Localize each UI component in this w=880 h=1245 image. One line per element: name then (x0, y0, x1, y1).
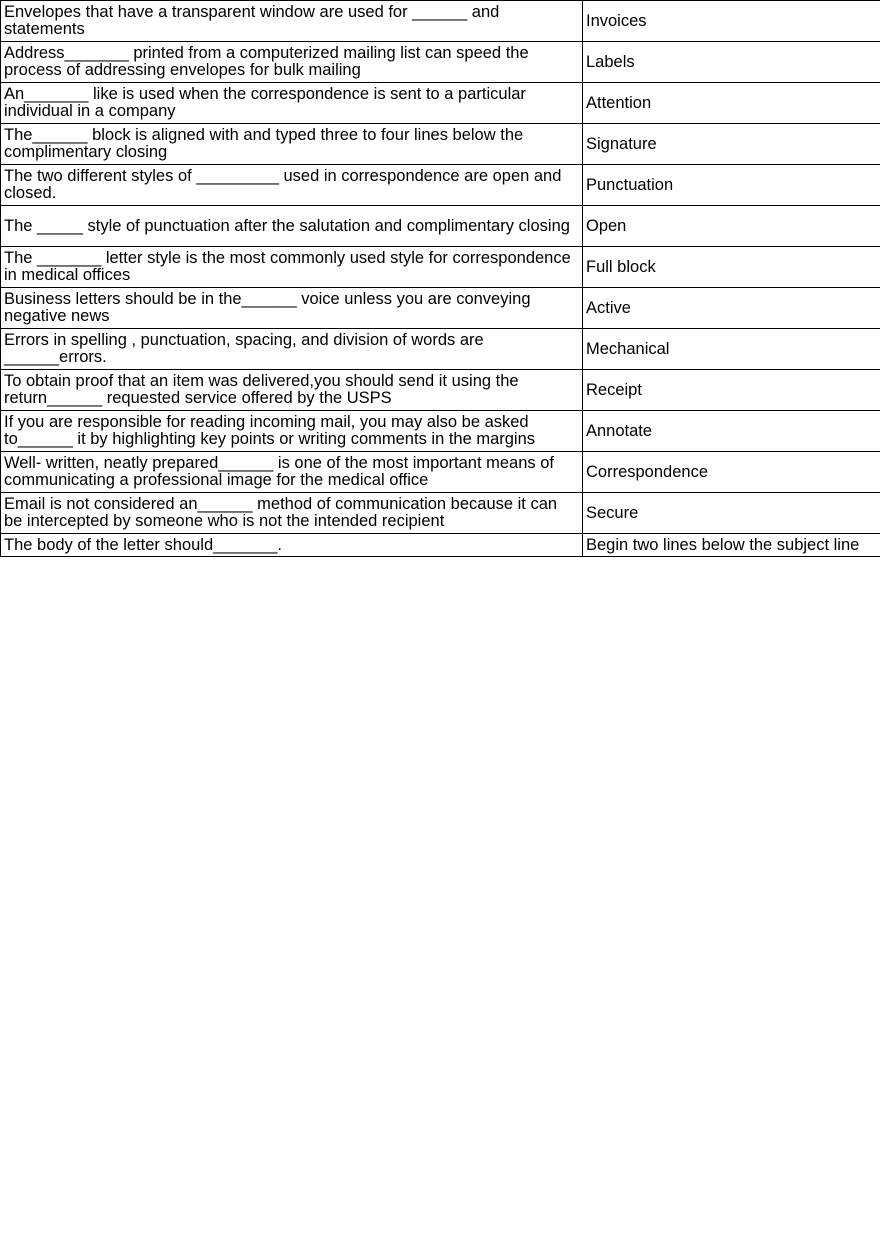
term-cell: Well- written, neatly prepared______ is one of the most important means of communicating a professional image for the medical office (1, 452, 583, 493)
term-cell: Envelopes that have a transparent window are used for ______ and statements (1, 1, 583, 42)
table-row (1, 83, 880, 124)
table-row (1, 452, 880, 493)
term-cell: The body of the letter should_______. (1, 534, 583, 557)
definition-cell: Open (583, 206, 880, 247)
definition-cell: Annotate (583, 411, 880, 452)
definition-cell: Labels (583, 42, 880, 83)
definition-cell: Secure (583, 493, 880, 534)
table-row (1, 206, 880, 247)
table-row (1, 247, 880, 288)
term-cell: Email is not considered an______ method of communication because it can be intercepted by someone who is not the intended recipient (1, 493, 583, 534)
definition-cell: Active (583, 288, 880, 329)
flashcard-table (0, 0, 880, 557)
definition-cell: Receipt (583, 370, 880, 411)
term-cell: The two different styles of _________ used in correspondence are open and closed. (1, 165, 583, 206)
term-cell: The _____ style of punctuation after the salutation and complimentary closing (1, 206, 583, 247)
definition-cell: Mechanical (583, 329, 880, 370)
definition-cell: Invoices (583, 1, 880, 42)
definition-cell: Punctuation (583, 165, 880, 206)
term-cell: The _______ letter style is the most commonly used style for correspondence in medical offices (1, 247, 583, 288)
term-cell: Address_______ printed from a computerized mailing list can speed the process of addressing envelopes for bulk mailing (1, 42, 583, 83)
table-row (1, 124, 880, 165)
table-row (1, 370, 880, 411)
definition-cell: Attention (583, 83, 880, 124)
table-row (1, 1, 880, 42)
term-cell: To obtain proof that an item was delivered,you should send it using the return______ requested service offered by the USPS (1, 370, 583, 411)
term-cell: Errors in spelling , punctuation, spacing, and division of words are ______errors. (1, 329, 583, 370)
table-row (1, 288, 880, 329)
term-cell: Business letters should be in the______ voice unless you are conveying negative news (1, 288, 583, 329)
table-row (1, 42, 880, 83)
definition-cell: Signature (583, 124, 880, 165)
term-cell: If you are responsible for reading incoming mail, you may also be asked to______ it by highlighting key points or writing comments in the margins (1, 411, 583, 452)
table-row (1, 165, 880, 206)
definition-cell: Correspondence (583, 452, 880, 493)
flashcard-sheet (0, 0, 880, 557)
table-row (1, 493, 880, 534)
table-row (1, 534, 880, 557)
term-cell: An_______ like is used when the correspondence is sent to a particular individual in a company (1, 83, 583, 124)
definition-cell: Full block (583, 247, 880, 288)
term-cell: The______ block is aligned with and typed three to four lines below the complimentary closing (1, 124, 583, 165)
table-row (1, 329, 880, 370)
definition-cell: Begin two lines below the subject line (583, 534, 880, 557)
table-row (1, 411, 880, 452)
